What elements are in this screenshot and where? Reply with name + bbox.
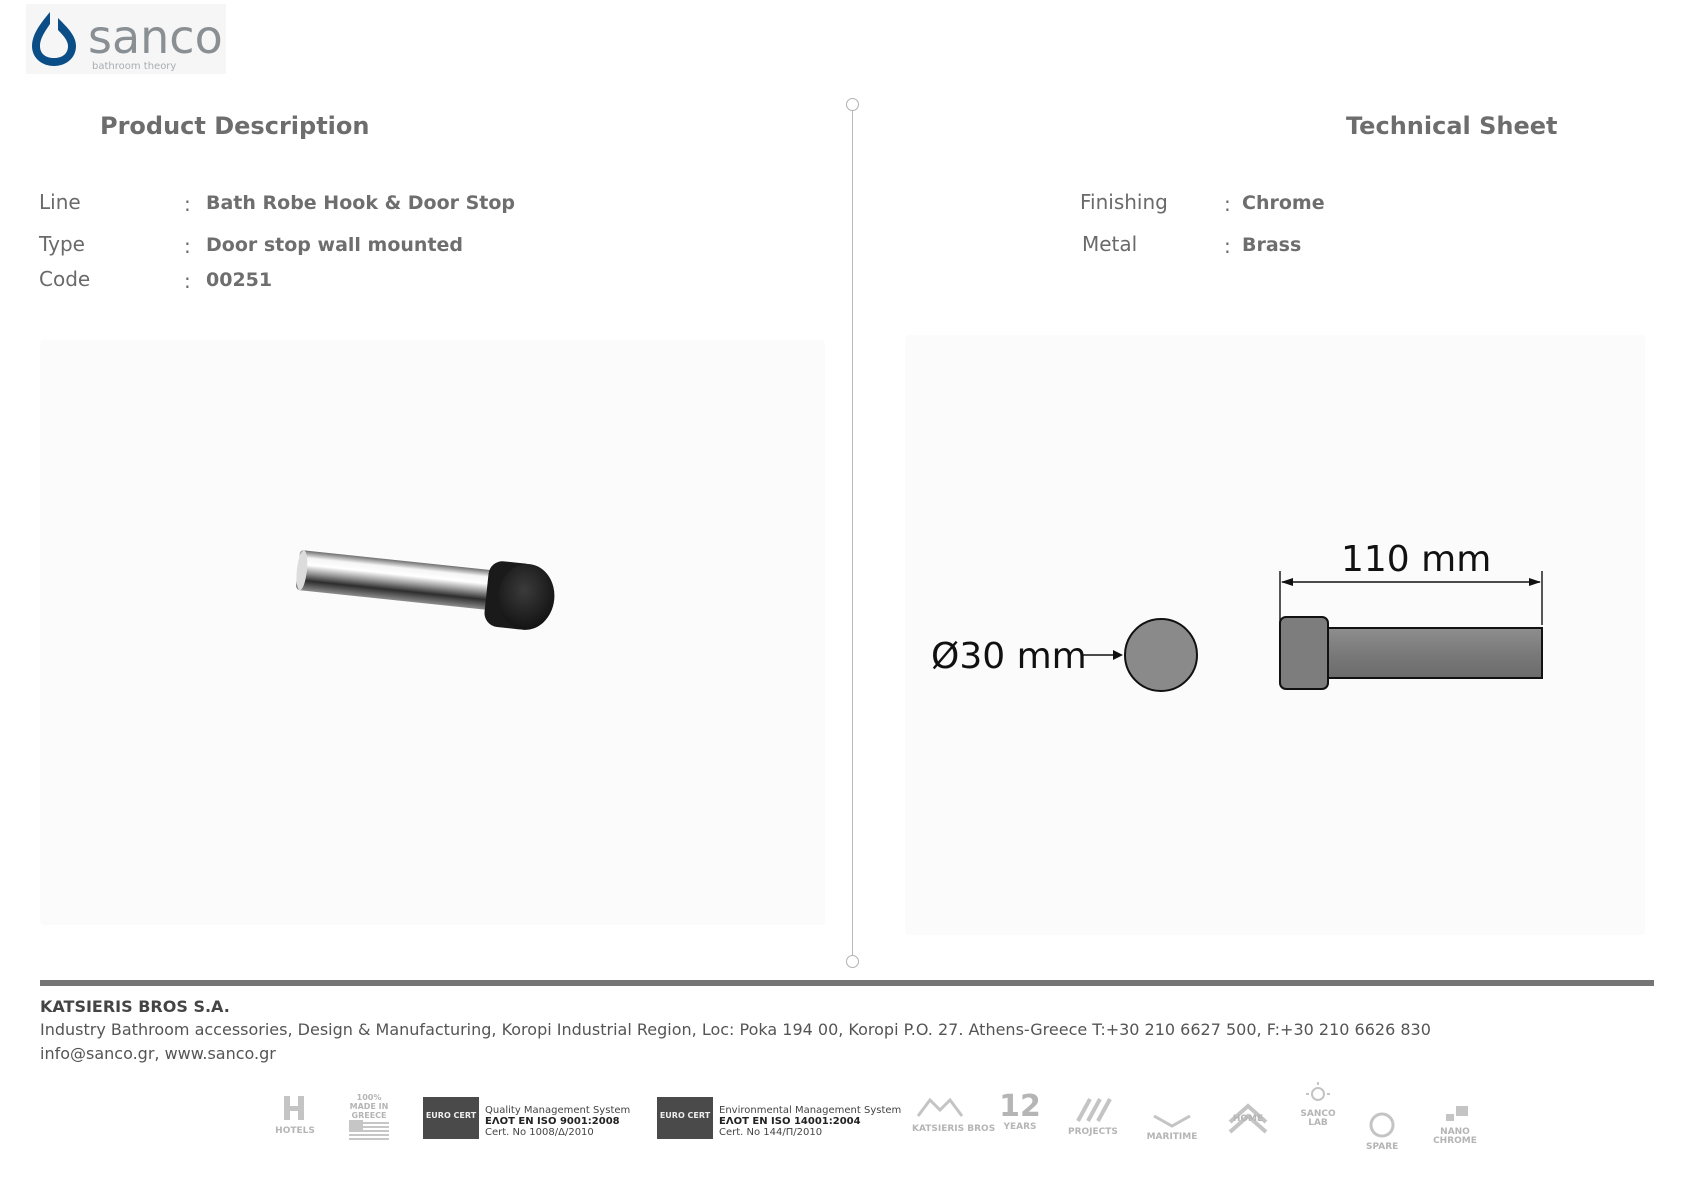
eurocert-logo-text: EURO CERT [425,1111,477,1120]
line-value: Bath Robe Hook & Door Stop [206,192,516,214]
metal-separator: : [1224,234,1231,258]
made-in-greece-label: 100% MADE IN GREECE [349,1093,389,1120]
eurocert-logo-2 [657,1097,713,1139]
made-in-greece-badge [345,1093,393,1143]
years-number: 12 [999,1089,1041,1124]
eurocert-logo-2-text: EURO CERT [659,1111,711,1120]
technical-drawing-panel [905,335,1645,935]
finishing-value: Chrome [1242,192,1325,214]
slashes-icon [1068,1097,1112,1123]
finishing-label: Finishing [1080,190,1168,214]
side-view-rod [1323,628,1542,678]
technical-drawing [905,335,1645,935]
divider-bottom-dot [846,955,859,968]
footer-rule [40,980,1654,986]
finishing-separator: : [1224,192,1231,216]
spare-badge [1366,1112,1398,1152]
hotel-h-icon [270,1092,320,1122]
home-badge [1226,1100,1270,1144]
spare-circle-icon [1366,1112,1398,1138]
code-separator: : [184,269,191,293]
code-label: Code [39,267,91,291]
code-value: 00251 [206,269,273,291]
logo-wordmark: sanco [88,10,223,64]
iso9001-standard: ΕΛΟΤ EN ISO 9001:2008 [485,1116,620,1127]
bulb-icon [1300,1082,1336,1106]
lab-label: SANCO LAB [1300,1109,1336,1128]
company-name: KATSIERIS BROS S.A. [40,997,230,1016]
divider-top-dot [846,98,859,111]
type-separator: : [184,234,191,258]
projects-label: PROJECTS [1068,1127,1118,1137]
company-contact: info@sanco.gr, www.sanco.gr [40,1044,276,1063]
iso14001-title: Environmental Management System [719,1105,902,1116]
metal-label: Metal [1082,232,1138,256]
hotels-label: HOTELS [275,1126,315,1136]
column-divider [852,104,853,961]
katsieris-badge [912,1094,996,1134]
nano-chrome-label: NANO CHROME [1433,1127,1477,1146]
katsieris-label: KATSIERIS BROS [912,1124,996,1134]
nano-chrome-badge [1430,1104,1480,1146]
greek-flag-icon [349,1120,389,1140]
type-value: Door stop wall mounted [206,234,464,256]
length-label: 110 mm [1341,539,1492,580]
eurocert-logo [423,1097,479,1139]
metal-value: Brass [1242,234,1302,256]
line-separator: : [184,192,191,216]
spare-label: SPARE [1366,1142,1399,1152]
sanco-logo [26,4,226,74]
technical-sheet-heading: Technical Sheet [1346,112,1558,140]
side-view-cap [1280,617,1328,689]
product-photo-panel [40,340,825,925]
maritime-label: MARITIME [1146,1132,1198,1142]
projects-badge [1068,1097,1118,1137]
end-view-circle [1125,619,1197,691]
line-label: Line [39,190,81,214]
iso14001-standard: ΕΛΟΤ EN ISO 14001:2004 [719,1116,861,1127]
nano-squares-icon [1430,1104,1480,1124]
door-stop-photo [40,340,825,925]
lab-badge [1300,1082,1336,1128]
type-label: Type [39,232,85,256]
maritime-badge [1144,1112,1200,1142]
logo-tagline: bathroom theory [92,61,177,72]
hotels-badge [270,1092,320,1142]
water-drop-icon [28,6,84,70]
iso9001-title: Quality Management System [485,1105,631,1116]
company-address: Industry Bathroom accessories, Design & Manufacturing, Koropi Industrial Region, Loc: Poka 194 00, Koropi P.O. 27. Athens-Greece T:+30 210 6627 500, F:+30 210 6626 830 [40,1020,1431,1039]
years-label: YEARS [1003,1122,1037,1132]
ship-icon [1144,1112,1200,1128]
home-label: HOME [1232,1114,1264,1124]
years-badge [998,1089,1042,1132]
iso14001-number: Cert. No 144/Π/2010 [719,1127,823,1138]
product-description-heading: Product Description [100,112,370,140]
roof-icon [912,1094,968,1120]
iso9001-number: Cert. No 1008/Δ/2010 [485,1127,594,1138]
diameter-label: Ø30 mm [931,636,1087,677]
